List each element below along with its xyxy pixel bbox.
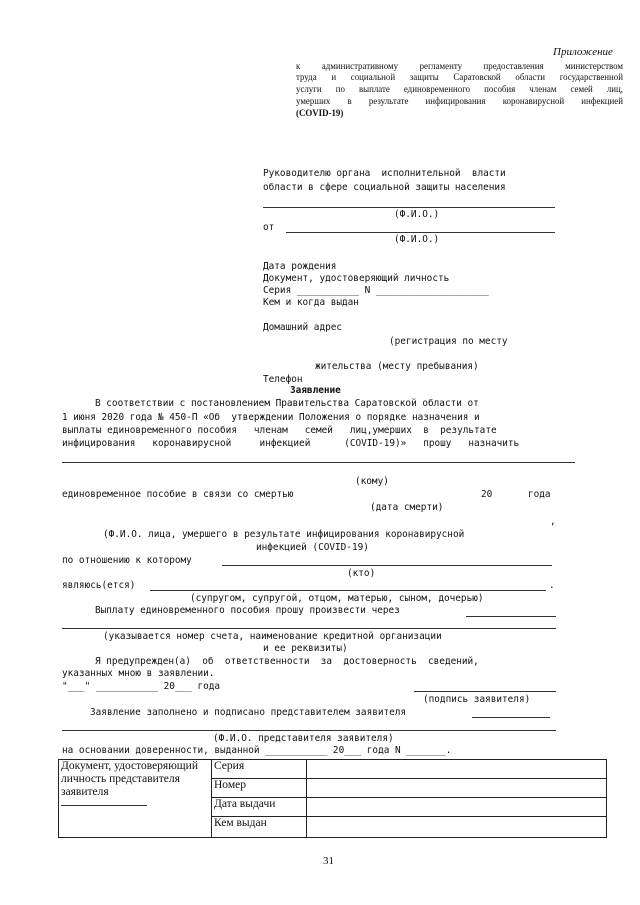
id-doc-label: Документ, удостоверяющий личность <box>263 273 450 284</box>
id-table-row-number-value <box>307 779 607 798</box>
application-heading: Заявление <box>290 385 341 396</box>
payment-rule <box>466 616 556 617</box>
fio-rule <box>263 207 555 208</box>
power-of-attorney-line: на основании доверенности, выданной ___________ 20___ года N _______. <box>62 745 452 756</box>
phone-label: Телефон <box>263 374 303 385</box>
who-hint: (кто) <box>347 568 376 579</box>
from-rule <box>286 232 555 233</box>
registration-hint: (регистрация по месту <box>389 336 508 347</box>
year-number: 20 <box>481 489 493 500</box>
regarding-rule <box>222 565 552 566</box>
para1-line2: 1 июня 2020 года № 450-П «Об утверждении Положения о порядке назначения и <box>62 412 480 423</box>
para1-line3: выплаты единовременного пособия членам семей лиц,умерших в результате <box>62 425 497 436</box>
account-rule <box>62 628 556 629</box>
id-table-row-issued-label: Кем выдан <box>212 817 307 838</box>
fio-hint: (Ф.И.О.) <box>394 209 440 220</box>
id-table-row-date-label: Дата выдачи <box>212 798 307 817</box>
rep-hint: (Ф.И.О. представителя заявителя) <box>213 733 394 744</box>
am-label: являюсь(ется) <box>62 580 136 591</box>
id-table-row-date-value <box>307 798 607 817</box>
id-table-row-series-label: Серия <box>212 760 307 779</box>
comma: , <box>550 516 556 527</box>
page-number: 31 <box>323 855 334 867</box>
payment-label: Выплату единовременного пособия прошу произвести через <box>95 605 400 616</box>
id-table-left-underline <box>61 805 147 806</box>
addressee-line-1: Руководителю органа исполнительной власти <box>263 168 506 179</box>
id-table-row-issued-value <box>307 817 607 838</box>
deceased-hint-1: (Ф.И.О. лица, умершего в результате инфицирования коронавирусной <box>103 529 465 540</box>
appendix-line-5: (COVID-19) <box>296 108 344 118</box>
id-table-row-series-value <box>307 760 607 779</box>
signature-rule <box>414 691 556 692</box>
para1-line1: В соответствии с постановлением Правительства Саратовской области от <box>95 398 479 409</box>
representative-id-table <box>58 759 607 838</box>
filled-label: Заявление заполнено и подписано представителем заявителя <box>90 707 407 718</box>
residence-hint: жительства (месту пребывания) <box>315 361 479 372</box>
am-dot: . <box>549 580 555 591</box>
issued-label: Кем и когда выдан <box>263 297 359 308</box>
rep-rule <box>62 730 556 731</box>
birth-date-label: Дата рождения <box>263 261 337 272</box>
whom-rule <box>62 462 575 463</box>
warned-line-1: Я предупрежден(а) об ответственности за достоверность сведений, <box>95 656 479 667</box>
appendix-line-3: услуги по выплате единовременного пособия членам семей лиц, <box>296 84 623 94</box>
id-table-left-cell <box>59 760 212 838</box>
year-word: года <box>528 489 551 500</box>
account-hint-2: и ее реквизиты) <box>263 643 348 654</box>
id-table-left-label: Документ, удостоверяющий личность представителя заявителя <box>61 760 198 798</box>
id-table-row-number-label: Номер <box>212 779 307 798</box>
whom-hint: (кому) <box>355 476 389 487</box>
appendix-line-2: труда и социальной защиты Саратовской области государственной <box>296 72 623 82</box>
death-date-hint: (дата смерти) <box>370 502 444 513</box>
filled-rule <box>472 717 550 718</box>
signature-hint: (подпись заявителя) <box>423 694 531 705</box>
allowance-line: единовременное пособие в связи со смертью <box>62 489 294 500</box>
relations-hint: (супругом, супругой, отцом, матерью, сыном, дочерью) <box>190 593 484 604</box>
from-label: от <box>263 222 275 233</box>
account-hint-1: (указывается номер счета, наименование кредитной организации <box>103 631 442 642</box>
appendix-title: Приложение <box>553 46 613 58</box>
series-label: Серия ___________ N ____________________ <box>263 285 489 296</box>
deceased-hint-2: инфекцией (COVID-19) <box>256 542 369 553</box>
para1-line4: инфицирования коронавирусной инфекцией (COVID-19)» прошу назначить <box>62 438 520 449</box>
regarding-label: по отношению к которому <box>62 555 192 566</box>
appendix-line-1: к административному регламенту предоставления министерством <box>296 61 623 71</box>
appendix-line-4: умерших в результате инфицирования коронавирусной инфекцией <box>296 96 623 106</box>
home-address-label: Домашний адрес <box>263 322 343 333</box>
date-line: "___" ___________ 20___ года <box>62 681 221 692</box>
fio-hint-2: (Ф.И.О.) <box>394 234 440 245</box>
addressee-line-2: области в сфере социальной защиты населения <box>263 182 506 193</box>
am-rule <box>150 590 546 591</box>
warned-line-2: указанных мною в заявлении. <box>62 668 215 679</box>
